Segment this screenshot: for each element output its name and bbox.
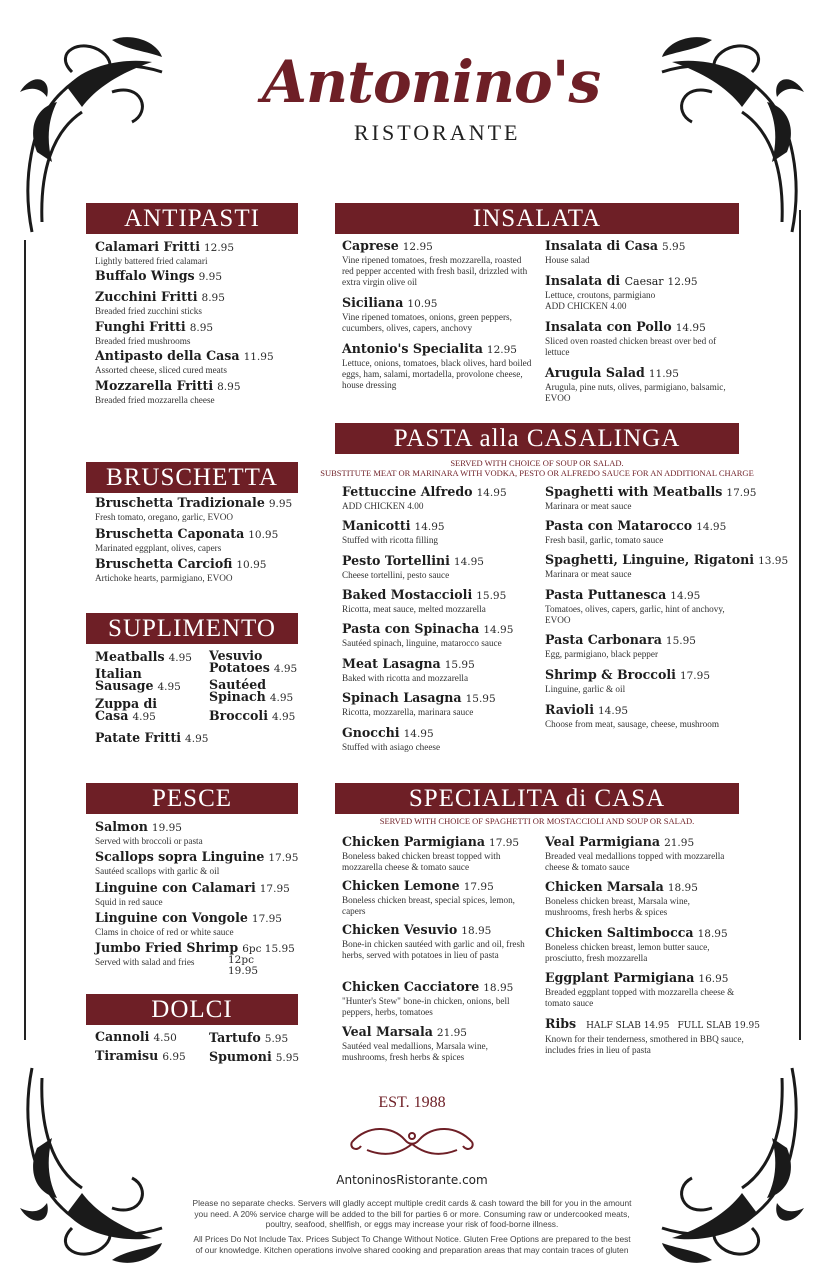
menu-item: Meat Lasagna 15.95 Baked with ricotta and mozzarella: [342, 656, 475, 683]
menu-item: Spumoni 5.95: [209, 1049, 300, 1064]
menu-item: Linguine con Vongole 17.95 Clams in choice of red or white sauce: [95, 910, 282, 937]
corner-ornament-bottom-right-icon: [652, 1058, 812, 1268]
flourish-ornament-icon: [347, 1120, 477, 1160]
pasta-note: SERVED WITH CHOICE OF SOUP OR SALAD. SUBSTITUTE MEAT OR MARINARA WITH VODKA, PESTO OR ALFREDO SAUCE FOR AN ADDITIONAL CHARGE: [320, 458, 754, 478]
menu-item: Shrimp & Broccoli 17.95 Linguine, garlic & oil: [545, 667, 710, 694]
menu-item: Broccoli 4.95: [209, 708, 296, 723]
menu-item: Funghi Fritti 8.95 Breaded fried mushrooms: [95, 319, 214, 346]
suplimento-header: SUPLIMENTO: [86, 613, 298, 644]
menu-item: Pasta con Spinacha 14.95 Sautéed spinach, linguine, matarocco sauce: [342, 621, 514, 648]
menu-item: Meatballs 4.95: [95, 649, 192, 664]
pasta-header: PASTA alla CASALINGA: [335, 423, 739, 454]
menu-item: Patate Fritti 4.95: [95, 730, 209, 745]
menu-item: Spaghetti, Linguine, Rigatoni 13.95 Marinara or meat sauce: [545, 552, 789, 579]
antipasti-header: ANTIPASTI: [86, 203, 298, 234]
menu-item: Bruschetta Tradizionale 9.95 Fresh tomato, oregano, garlic, EVOO: [95, 495, 293, 522]
menu-item: Pesto Tortellini 14.95 Cheese tortellini, pesto sauce: [342, 553, 484, 580]
menu-item: Ravioli 14.95 Choose from meat, sausage, cheese, mushroom: [545, 702, 720, 729]
menu-item: Insalata con Pollo 14.95 Sliced oven roasted chicken breast over bed of lettuce: [545, 319, 717, 357]
menu-item: Zuppa di Casa 4.95: [95, 696, 158, 723]
specialita-header: SPECIALITA di CASA: [335, 783, 739, 814]
dolci-header: DOLCI: [86, 994, 298, 1025]
menu-item: Pasta Puttanesca 14.95 Tomatoes, olives, capers, garlic, hint of anchovy, EVOO: [545, 587, 725, 625]
menu-item: Chicken Parmigiana 17.95 Boneless baked chicken breast topped with mozzarella cheese & tomato sauce: [342, 834, 520, 872]
menu-item: Scallops sopra Linguine 17.95 Sautéed scallops with garlic & oil: [95, 849, 299, 876]
left-border-line: [24, 240, 26, 1040]
tax-notice-text: All Prices Do Not Include Tax. Prices Subject To Change Without Notice. Gluten Free Options are prepared to the best of our knowledge. Kitchen operations involve shared cooking and preparation areas that may contain traces of gluten: [193, 1234, 631, 1255]
menu-item: Manicotti 14.95 Stuffed with ricotta filling: [342, 518, 445, 545]
insalata-header: INSALATA: [335, 203, 739, 234]
menu-item: Chicken Lemone 17.95 Boneless chicken breast, special spices, lemon, capers: [342, 878, 515, 916]
menu-item: Antipasto della Casa 11.95 Assorted cheese, sliced cured meats: [95, 348, 274, 375]
menu-item: Italian Sausage 4.95: [95, 666, 181, 693]
menu-item: Tartufo 5.95: [209, 1030, 289, 1045]
menu-item: Salmon 19.95 Served with broccoli or pasta: [95, 819, 203, 846]
policy-text: Please no separate checks. Servers will gladly accept multiple credit cards & cash toward the bill for you in the amount you need. A 20% service charge will be added to the bill for parties 6 or more. Consuming raw or undercooked meats, poultry, seafood, shellfish, or eggs may increase your risk of food-borne illness.: [192, 1198, 632, 1229]
pesce-header: PESCE: [86, 783, 298, 814]
menu-item: Baked Mostaccioli 15.95 Ricotta, meat sauce, melted mozzarella: [342, 587, 507, 614]
menu-item: Spinach Lasagna 15.95 Ricotta, mozzarella, marinara sauce: [342, 690, 496, 717]
menu-item: Ribs HALF SLAB 14.95 FULL SLAB 19.95 Known for their tenderness, smothered in BBQ sauce, includes fries in lieu of pasta: [545, 1016, 760, 1055]
menu-item: Linguine con Calamari 17.95 Squid in red sauce: [95, 880, 290, 907]
menu-item: Cannoli 4.50: [95, 1029, 177, 1044]
menu-item: Siciliana 10.95 Vine ripened tomatoes, onions, green peppers, cucumbers, olives, capers, anchovy: [342, 295, 512, 333]
menu-item: Bruschetta Carciofi 10.95 Artichoke hearts, parmigiano, EVOO: [95, 556, 267, 583]
menu-item: Bruschetta Caponata 10.95 Marinated eggplant, olives, capers: [95, 526, 279, 553]
menu-item: Insalata di Caesar 12.95 Lettuce, croutons, parmigiano ADD CHICKEN 4.00: [545, 273, 698, 311]
menu-item: Fettuccine Alfredo 14.95 ADD CHICKEN 4.00: [342, 484, 507, 511]
menu-item: Arugula Salad 11.95 Arugula, pine nuts, olives, parmigiano, balsamic, EVOO: [545, 365, 726, 403]
menu-item: Jumbo Fried Shrimp 6pc 15.95 Served with salad and fries 12pc 19.95: [95, 940, 295, 977]
menu-item: Chicken Vesuvio 18.95 Bone-in chicken sautéed with garlic and oil, fresh herbs, served with potatoes in lieu of pasta: [342, 922, 525, 960]
logo-name: Antonino's: [262, 48, 601, 116]
menu-item: Veal Parmigiana 21.95 Breaded veal medallions topped with mozzarella cheese & tomato sauce: [545, 834, 725, 872]
menu-item: Chicken Marsala 18.95 Boneless chicken breast, Marsala wine, mushrooms, fresh herbs & spices: [545, 879, 698, 917]
menu-item: Gnocchi 14.95 Stuffed with asiago cheese: [342, 725, 441, 752]
menu-item: Chicken Cacciatore 18.95 "Hunter's Stew" bone-in chicken, onions, bell peppers, herbs, tomatoes: [342, 979, 514, 1017]
established-year: EST. 1988: [378, 1094, 446, 1111]
menu-item: Buffalo Wings 9.95: [95, 268, 223, 283]
menu-item: Mozzarella Fritti 8.95 Breaded fried mozzarella cheese: [95, 378, 241, 405]
menu-item: Pasta con Matarocco 14.95 Fresh basil, garlic, tomato sauce: [545, 518, 727, 545]
menu-item: Chicken Saltimbocca 18.95 Boneless chicken breast, lemon butter sauce, prosciutto, fresh mozzarella: [545, 925, 728, 963]
menu-item: Spaghetti with Meatballs 17.95 Marinara or meat sauce: [545, 484, 757, 511]
restaurant-logo: [262, 48, 601, 152]
menu-item: Tiramisu 6.95: [95, 1048, 186, 1063]
menu-item: Antonio's Specialita 12.95 Lettuce, onions, tomatoes, black olives, hard boiled eggs, ham, salami, mortadella, provolone cheese, house dressing: [342, 341, 532, 390]
menu-item: Caprese 12.95 Vine ripened tomatoes, fresh mozzarella, roasted red pepper accented with fresh basil, drizzled with extra virgin olive oil: [342, 238, 528, 287]
menu-item: Pasta Carbonara 15.95 Egg, parmigiano, black pepper: [545, 632, 696, 659]
website-url[interactable]: AntoninosRistorante.com: [336, 1173, 488, 1187]
corner-ornament-bottom-left-icon: [12, 1058, 172, 1268]
menu-item: Eggplant Parmigiana 16.95 Breaded eggplant topped with mozzarella cheese & tomato sauce: [545, 970, 735, 1008]
menu-item: Calamari Fritti 12.95 Lightly battered fried calamari: [95, 239, 235, 266]
logo-subtitle: RISTORANTE: [354, 120, 521, 145]
menu-item: Veal Marsala 21.95 Sautéed veal medallions, Marsala wine, mushrooms, fresh herbs & spices: [342, 1024, 488, 1062]
menu-item: Sautéed Spinach 4.95: [209, 677, 294, 704]
menu-item: Insalata di Casa 5.95 House salad: [545, 238, 686, 265]
menu-item: Vesuvio Potatoes 4.95: [209, 648, 298, 675]
right-border-line: [799, 210, 801, 1040]
specialita-note: SERVED WITH CHOICE OF SPAGHETTI OR MOSTACCIOLI AND SOUP OR SALAD.: [379, 816, 695, 826]
bruschetta-header: BRUSCHETTA: [86, 462, 298, 493]
menu-item: Zucchini Fritti 8.95 Breaded fried zucchini sticks: [95, 289, 225, 316]
